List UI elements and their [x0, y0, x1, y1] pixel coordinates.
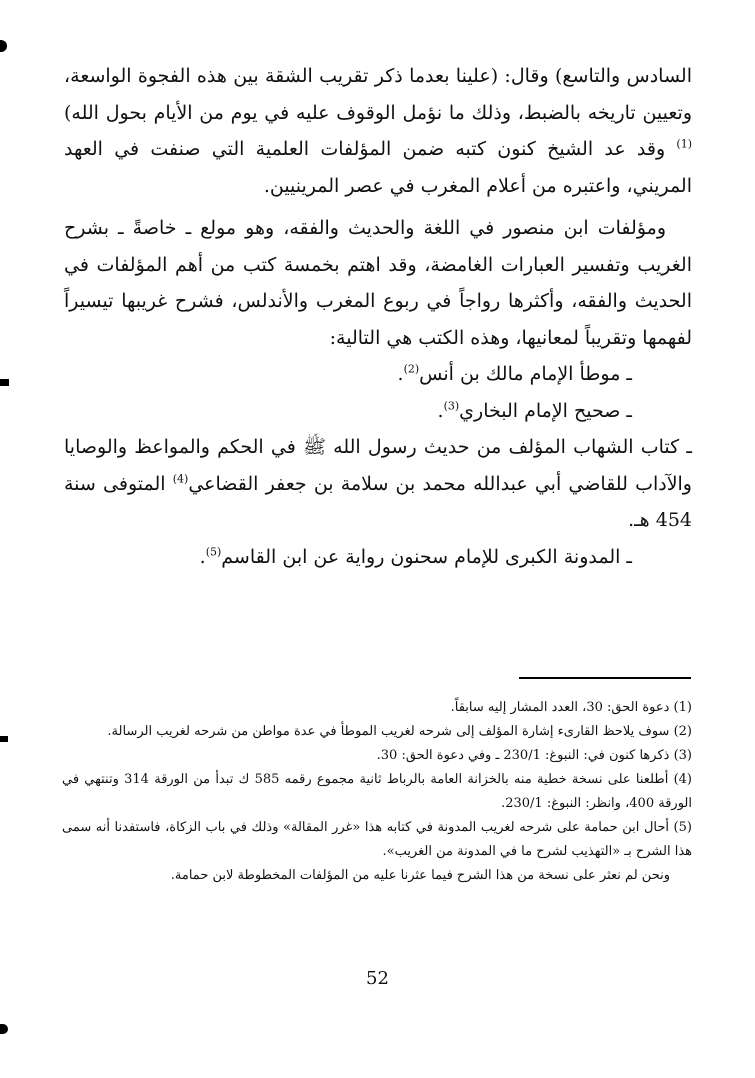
list-item: ـ المدونة الكبرى للإمام سحنون رواية عن ابن القاسم$^{(5)}$.: [199, 545, 632, 568]
footnote: (3) ذكرها كنون في: النبوغ: 230/1 ـ وفي دعوة الحق: 30.: [376, 748, 692, 763]
footnote-ref[interactable]: (2): [403, 362, 420, 376]
footnote: (2) سوف يلاحظ القارىء إشارة المؤلف إلى شرحه لغريب الموطأ في عدة مواطن من شرحه لغريب الرسالة.: [107, 724, 692, 739]
footnote-continuation: ونحن لم نعثر على نسخة من هذا الشرح فيما عثرنا عليه من المؤلفات المخطوطة لابن حمامة.: [170, 868, 670, 883]
margin-mark-middle: [0, 379, 9, 386]
margin-mark-lower: [0, 736, 8, 742]
body-text: [64, 58, 692, 575]
list-item: ـ موطأ الإمام مالك بن أنس$^{(2)}$.: [397, 362, 632, 385]
list-item: ـ صحيح الإمام البخاري$^{(3)}$.: [437, 399, 632, 422]
margin-mark-top: [0, 40, 7, 52]
footnote-divider: [519, 677, 691, 679]
footnote-ref[interactable]: (5): [205, 545, 222, 559]
footnote-ref[interactable]: (3): [443, 399, 460, 413]
footnote-ref[interactable]: (1): [676, 137, 692, 151]
list-item: ـ كتاب الشهاب المؤلف من حديث رسول الله ﷺ في الحكم والمواعظ والوصايا والآداب للقاضي أبي عبدالله محمد بن سلامة بن جعفر القضاعي$^{(4)}$ المتوفى سنة 454 هـ.: [64, 436, 692, 531]
margin-mark-bottom: [0, 1024, 8, 1034]
footnote: (5) أحال ابن حمامة على شرحه لغريب المدونة في كتابه هذا «غرر المقالة» وذلك في باب الزكاة، فاستفدنا أنه سمى هذا الشرح بـ «التهذيب لشرح ما في المدونة من الغريب».: [62, 820, 692, 859]
paragraph: ومؤلفات ابن منصور في اللغة والحديث والفقه، وهو مولع ـ خاصةً ـ بشرح الغريب وتفسير العبارات الغامضة، وقد اهتم بخمسة كتب من أهم المؤلفات في الحديث والفقه، وأكثرها رواجاً في ربوع المغرب والأندلس، فشرح غريبها تيسيراً لفهمها وتقريباً لمعانيها، وهذه الكتب هي التالية:: [64, 217, 692, 349]
footnote: (1) دعوة الحق: 30، العدد المشار إليه سابقاً.: [450, 700, 692, 715]
paragraph: السادس والتاسع) وقال: (علينا بعدما ذكر تقريب الشقة بين هذه الفجوة الواسعة، وتعيين تاريخه بالضبط، وذلك ما نؤمل الوقوف عليه في يوم من الأيام بحول الله)$^{(1)}$ وقد عد الشيخ كنون كتبه ضمن المؤلفات العلمية التي صنفت في العهد المريني، واعتبره من أعلام المغرب في عصر المرينيين.: [64, 65, 692, 197]
page-number: 52: [366, 968, 389, 989]
footnote-ref[interactable]: (4): [172, 472, 189, 486]
footnotes: [62, 696, 692, 888]
footnote: (4) أطلعنا على نسخة خطية منه بالخزانة العامة بالرباط ثانية مجموع رقمه 585 ك تبدأ من الورقة 314 وتنتهي في الورقة 400، وانظر: النبوغ: 230/1.: [62, 772, 692, 811]
